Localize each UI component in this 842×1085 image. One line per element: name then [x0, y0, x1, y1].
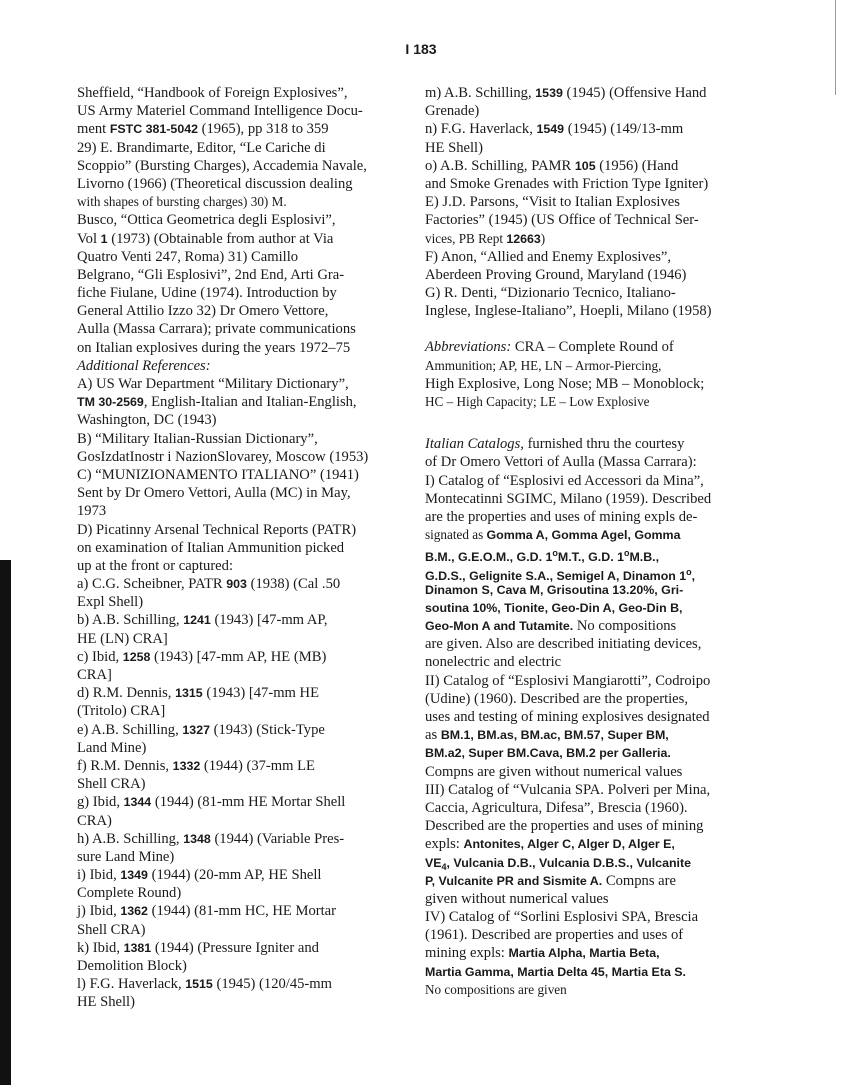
- report-number: 1349: [120, 868, 148, 883]
- text-line: Sent by Dr Omero Vettori, Aulla (MC) in May,: [77, 485, 351, 502]
- text-line: Factories” (1945) (US Office of Technical Ser-: [425, 212, 699, 229]
- report-number: 1381: [123, 940, 152, 955]
- text-line: of Dr Omero Vettori of Aulla (Massa Carrara):: [425, 454, 697, 471]
- text-line: (Tritolo) CRA]: [77, 703, 166, 720]
- text-line: 1973: [77, 503, 107, 520]
- text-line: b) A.B. Schilling, 1241 (1943) [47-mm AP,: [77, 612, 328, 629]
- right-column: [425, 84, 730, 999]
- volume-number: 1: [100, 231, 108, 246]
- text-line: Shell CRA): [77, 776, 146, 793]
- text-line: Geo-Mon A and Tutamite. No compositions: [425, 618, 677, 635]
- text-line: G) R. Denti, “Dizionario Tecnico, Italiano-: [425, 285, 676, 302]
- text-line: e) A.B. Schilling, 1327 (1943) (Stick-Type: [77, 721, 325, 738]
- text-line: nonelectric and electric: [425, 654, 562, 671]
- text-line: II) Catalog of “Esplosivi Mangiarotti”, Codroipo: [425, 672, 711, 689]
- text-line: HE (LN) CRA]: [77, 630, 168, 647]
- text-line: US Army Materiel Command Intelligence Docu-: [77, 103, 363, 120]
- text-line: (Udine) (1960). Described are the properties,: [425, 690, 688, 707]
- text-line: j) Ibid, 1362 (1944) (81-mm HC, HE Mortar: [77, 903, 337, 920]
- text-line: Scoppio” (Bursting Charges), Accademia Navale,: [77, 157, 367, 174]
- text-line: k) Ibid, 1381 (1944) (Pressure Igniter and: [77, 939, 319, 956]
- text-line: are given. Also are described initiating devices,: [425, 636, 702, 653]
- text-line: B) “Military Italian-Russian Dictionary”,: [77, 430, 318, 447]
- text-line: Belgrano, “Gli Esplosivi”, 2nd End, Arti Gra-: [77, 266, 345, 283]
- scan-edge-left: [0, 560, 11, 1085]
- text-line: C) “MUNIZIONAMENTO ITALIANO” (1941): [77, 466, 359, 483]
- text-line: P, Vulcanite PR and Sismite A. Compns are: [425, 872, 676, 889]
- text-line: l) F.G. Haverlack, 1515 (1945) (120/45-mm: [77, 976, 332, 993]
- explosive-names: Martia Gamma, Martia Delta 45, Martia Eta S.: [425, 964, 686, 979]
- text-line: expls: Antonites, Alger C, Alger D, Alger E,: [425, 836, 675, 853]
- explosive-names: Antonites, Alger C, Alger D, Alger E,: [463, 837, 675, 852]
- text-line: uses and testing of mining explosives designated: [425, 709, 710, 725]
- explosive-names: Geo-Mon A and Tutamite.: [425, 619, 574, 634]
- text-line: No compositions are given: [425, 981, 567, 997]
- text-line: with shapes of bursting charges) 30) M.: [77, 194, 287, 210]
- text-line: given without numerical values: [425, 890, 609, 907]
- text-line: Ammunition; AP, HE, LN – Armor-Piercing,: [425, 357, 662, 373]
- text-line: are the properties and uses of mining expls de-: [425, 508, 698, 525]
- report-number: 105: [574, 158, 596, 173]
- text-line: Busco, “Ottica Geometrica degli Esplosivi”,: [77, 212, 336, 229]
- report-number: 1258: [122, 649, 151, 664]
- text-line: GosIzdatInostr i NazionSlovarey, Moscow (1953): [77, 448, 369, 465]
- doc-number: TM 30-2569: [77, 395, 144, 410]
- text-line: o) A.B. Schilling, PAMR 105 (1956) (Hand: [425, 157, 679, 174]
- text-line: CRA): [77, 812, 112, 829]
- text-line: Expl Shell): [77, 594, 144, 611]
- text-line: and Smoke Grenades with Friction Type Igniter): [425, 175, 709, 192]
- explosive-names: Dinamon S, Cava M, Grisoutina 13.20%, Gri-: [425, 582, 684, 597]
- text-line: signated as Gomma A, Gomma Agel, Gomma: [425, 527, 681, 543]
- text-line: A) US War Department “Military Dictionary”,: [77, 376, 349, 392]
- section-heading: Additional References:: [77, 357, 211, 374]
- report-number: 1315: [175, 686, 203, 701]
- text-line: Livorno (1966) (Theoretical discussion dealing: [77, 175, 353, 192]
- text-line: Aulla (Massa Carrara); private communications: [77, 321, 356, 338]
- explosive-names: P, Vulcanite PR and Sismite A.: [425, 873, 603, 888]
- report-number: 1327: [182, 722, 210, 737]
- text-line: Described are the properties and uses of mining: [425, 818, 704, 835]
- doc-number: FSTC 381-5042: [109, 122, 198, 137]
- text-line: as BM.1, BM.as, BM.ac, BM.57, Super BM,: [425, 727, 669, 744]
- abbreviations-heading: Abbreviations:: [425, 339, 512, 356]
- text-line: Abbreviations: CRA – Complete Round of: [425, 339, 674, 356]
- text-line: TM 30-2569, English-Italian and Italian-English,: [77, 394, 357, 411]
- text-line: HE Shell): [77, 994, 135, 1011]
- report-number: 12663: [506, 231, 541, 246]
- explosive-names: BM.1, BM.as, BM.ac, BM.57, Super BM,: [440, 728, 669, 743]
- text-line: Quatro Venti 247, Roma) 31) Camillo: [77, 248, 299, 265]
- text-line: Land Mine): [77, 739, 147, 756]
- text-line: 29) E. Brandimarte, Editor, “Le Cariche di: [77, 139, 326, 156]
- text-line: F) Anon, “Allied and Enemy Explosives”,: [425, 248, 672, 265]
- page-number: I 183: [405, 41, 437, 57]
- explosive-names: G.D.S., Gelignite S.A., Semigel A, Dinamon 1$^o$,: [425, 566, 696, 583]
- text-line: Sheffield, “Handbook of Foreign Explosives”,: [77, 85, 348, 101]
- explosive-names: Martia Alpha, Martia Beta,: [508, 946, 660, 961]
- report-number: 1332: [172, 758, 201, 773]
- text-line: vices, PB Rept 12663): [425, 230, 546, 246]
- paragraph-gap: [425, 320, 730, 338]
- report-number: 1344: [123, 795, 152, 810]
- explosive-names: soutina 10%, Tionite, Geo-Din A, Geo-Din B,: [425, 600, 683, 615]
- text-line: on examination of Italian Ammunition picked: [77, 539, 345, 556]
- report-number: 1241: [183, 613, 211, 628]
- catalogs-heading: Italian Catalogs,: [425, 436, 524, 453]
- left-column: [77, 84, 369, 1012]
- text-line: d) R.M. Dennis, 1315 (1943) [47-mm HE: [77, 685, 320, 702]
- text-line: n) F.G. Haverlack, 1549 (1945) (149/13-mm: [425, 121, 684, 138]
- text-line: Complete Round): [77, 885, 182, 902]
- text-line: Aberdeen Proving Ground, Maryland (1946): [425, 266, 687, 283]
- paragraph-gap: [425, 411, 730, 435]
- text-line: E) J.D. Parsons, “Visit to Italian Explosives: [425, 194, 680, 211]
- text-line: D) Picatinny Arsenal Technical Reports (PATR): [77, 521, 357, 538]
- text-line: f) R.M. Dennis, 1332 (1944) (37-mm LE: [77, 757, 315, 774]
- report-number: 1515: [185, 977, 213, 992]
- report-number: 1549: [536, 122, 565, 137]
- text-line: Washington, DC (1943): [77, 412, 217, 429]
- text-line: Vol 1 (1973) (Obtainable from author at Via: [77, 230, 334, 247]
- text-line: CRA]: [77, 667, 112, 683]
- text-line: Montecatinni SGIMC, Milano (1959). Described: [425, 490, 712, 507]
- text-line: IV) Catalog of “Sorlini Esplosivi SPA, Brescia: [425, 909, 699, 926]
- text-line: fiche Fiulane, Udine (1974). Introduction by: [77, 285, 337, 302]
- text-line: III) Catalog of “Vulcania SPA. Polveri per Mina,: [425, 781, 711, 798]
- explosive-names: BM.a2, Super BM.Cava, BM.2 per Galleria.: [425, 746, 671, 761]
- explosive-names: $VE_4$, Vulcania D.B., Vulcania D.B.S., Vulcanite: [425, 855, 691, 872]
- text-line: ment FSTC 381-5042 (1965), pp 318 to 359: [77, 121, 329, 138]
- text-line: up at the front or captured:: [77, 557, 234, 574]
- text-line: g) Ibid, 1344 (1944) (81-mm HE Mortar Shell: [77, 794, 346, 811]
- text-line: Compns are given without numerical values: [425, 763, 683, 780]
- text-line: Shell CRA): [77, 921, 146, 938]
- text-line: h) A.B. Schilling, 1348 (1944) (Variable Pres-: [77, 830, 345, 847]
- text-line: Grenade): [425, 103, 480, 120]
- text-line: HC – High Capacity; LE – Low Explosive: [425, 394, 650, 409]
- text-line: HE Shell): [425, 139, 483, 156]
- explosive-names: Gomma A, Gomma Agel, Gomma: [486, 528, 681, 543]
- text-line: a) C.G. Scheibner, PATR 903 (1938) (Cal .50: [77, 576, 341, 593]
- report-number: 1362: [120, 904, 148, 919]
- text-line: High Explosive, Long Nose; MB – Monoblock;: [425, 375, 705, 392]
- text-line: Demolition Block): [77, 958, 187, 974]
- text-line: I) Catalog of “Esplosivi ed Accessori da Mina”,: [425, 472, 704, 489]
- text-line: on Italian explosives during the years 1972–75: [77, 339, 351, 356]
- text-line: sure Land Mine): [77, 848, 175, 865]
- text-line: Italian Catalogs, furnished thru the courtesy: [425, 436, 685, 453]
- explosive-names: B.M., G.E.O.M., G.D. 1$^o$M.T., G.D. 1$^o$M.B.,: [425, 548, 660, 565]
- text-line: mining expls: Martia Alpha, Martia Beta,: [425, 945, 660, 962]
- text-line: Caccia, Agricultura, Difesa”, Brescia (1960).: [425, 799, 688, 816]
- report-number: 1348: [183, 831, 211, 846]
- text-line: i) Ibid, 1349 (1944) (20-mm AP, HE Shell: [77, 867, 322, 884]
- text-line: Inglese, Inglese-Italiano”, Hoepli, Milano (1958): [425, 303, 712, 320]
- report-number: 1539: [535, 86, 563, 100]
- text-line: (1961). Described are properties and uses of: [425, 927, 684, 944]
- text-line: c) Ibid, 1258 (1943) [47-mm AP, HE (MB): [77, 648, 327, 665]
- text-line: General Attilio Izzo 32) Dr Omero Vettore,: [77, 303, 329, 320]
- text-line: m) A.B. Schilling, 1539 (1945) (Offensive Hand: [425, 85, 707, 101]
- report-number: 903: [226, 577, 247, 592]
